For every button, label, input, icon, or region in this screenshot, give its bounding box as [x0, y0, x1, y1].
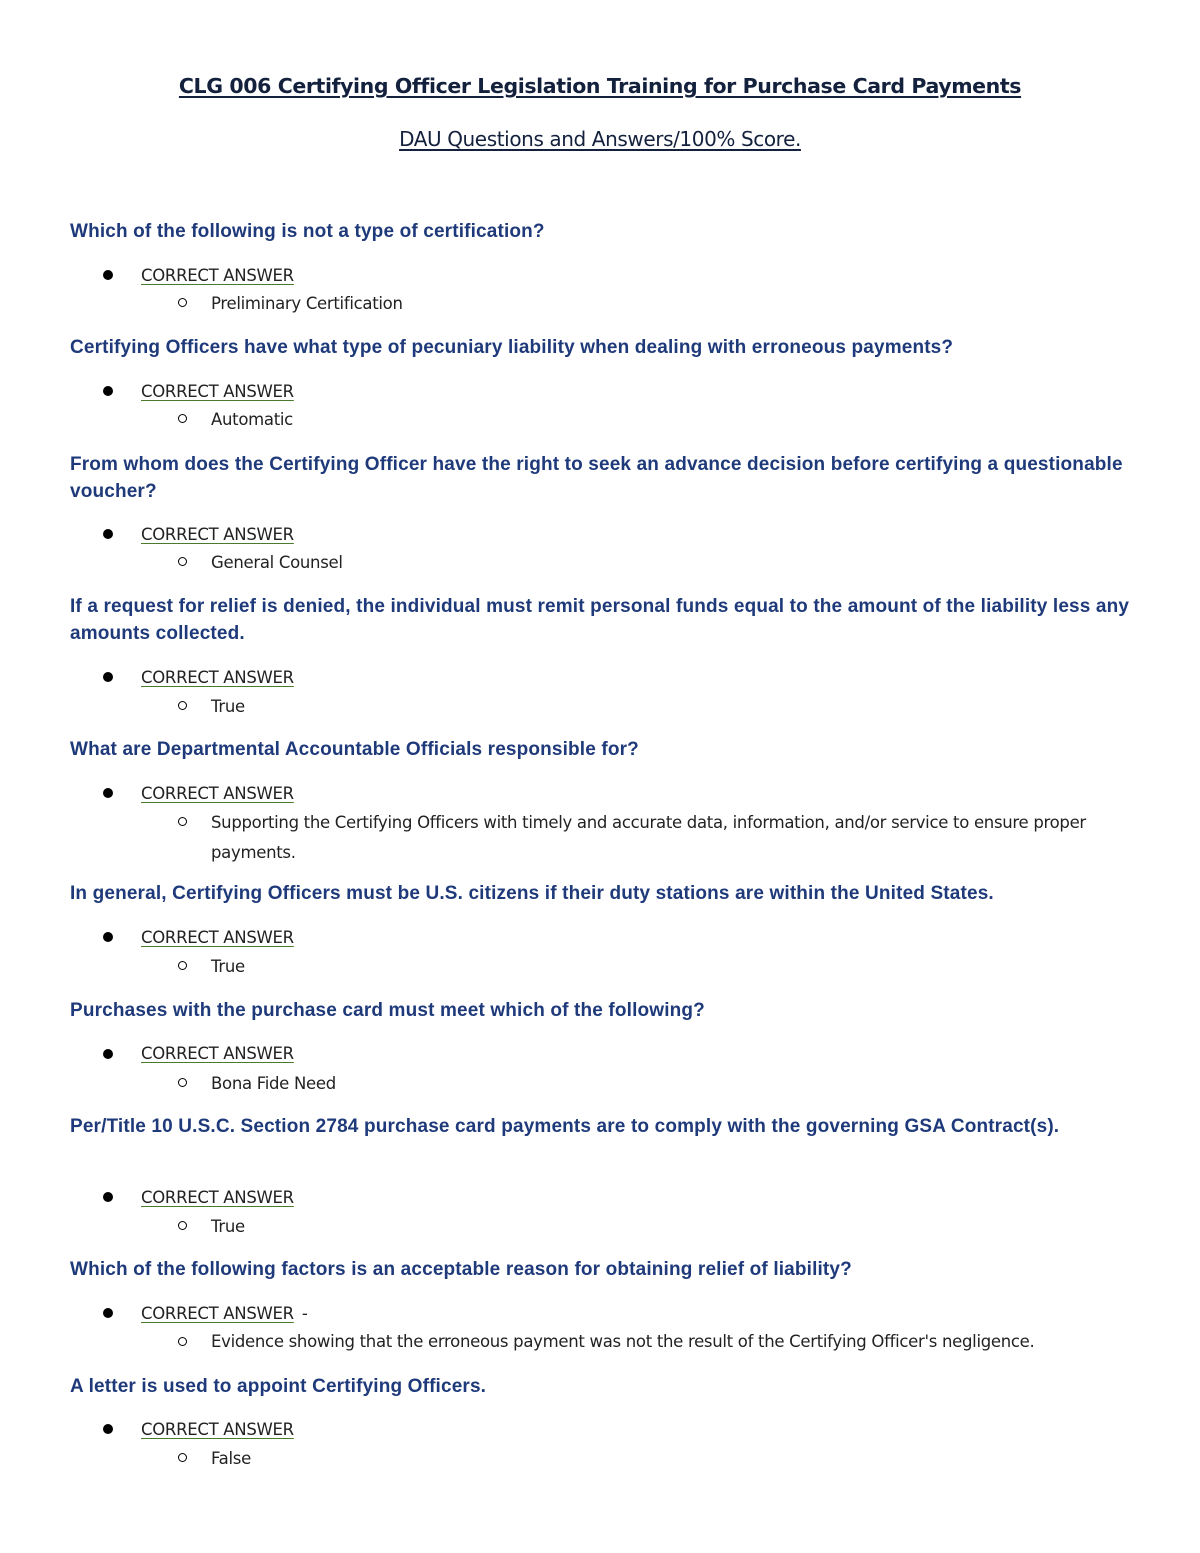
answer-text: Evidence showing that the erroneous payment was not the result of the Certifying Officer's negligence. [211, 1332, 1035, 1351]
bullet-icon [103, 672, 113, 682]
bullet-icon [103, 788, 113, 798]
sub-bullet-icon [178, 1078, 187, 1087]
bullet-icon [103, 529, 113, 539]
sub-bullet-icon [178, 1453, 187, 1462]
bullet-icon [103, 386, 113, 396]
question-text: Purchases with the purchase card must meet which of the following? [70, 1000, 705, 1021]
answer-text: Bona Fide Need [211, 1074, 336, 1093]
bullet-icon [103, 1308, 113, 1318]
answer-text: True [211, 697, 245, 716]
answer-label-text: CORRECT ANSWER [141, 525, 294, 544]
answer-text: Automatic [211, 410, 293, 429]
bullet-icon [103, 1049, 113, 1059]
answer-text: True [211, 1217, 245, 1236]
question-text: What are Departmental Accountable Officials responsible for? [70, 739, 639, 760]
question-text: Certifying Officers have what type of pecuniary liability when dealing with erroneous payments? [70, 337, 954, 358]
answer-label-text: CORRECT ANSWER [141, 1188, 294, 1207]
question-text: From whom does the Certifying Officer have the right to seek an advance decision before certifying a questionable voucher? [70, 454, 1123, 502]
sub-bullet-icon [178, 557, 187, 566]
document-title: CLG 006 Certifying Officer Legislation Training for Purchase Card Payments [178, 74, 1022, 98]
sub-bullet-icon [178, 961, 187, 970]
answer-label [141, 525, 302, 545]
sub-bullet-icon [178, 1221, 187, 1230]
answer-text: False [211, 1449, 251, 1468]
bullet-icon [103, 1192, 113, 1202]
answer-label-text: CORRECT ANSWER [141, 1420, 294, 1439]
question-text: A letter is used to appoint Certifying Officers. [70, 1376, 487, 1397]
answer-text: Preliminary Certification [211, 294, 403, 313]
answer-label-text: CORRECT ANSWER [141, 668, 294, 687]
bullet-icon [103, 270, 113, 280]
sub-bullet-icon [178, 298, 187, 307]
question-text: Which of the following is not a type of certification? [70, 221, 545, 242]
answer-label [141, 1188, 302, 1208]
answer-label-text: CORRECT ANSWER [141, 382, 294, 401]
answer-label [141, 928, 302, 948]
sub-bullet-icon [178, 1337, 187, 1346]
bullet-icon [103, 1424, 113, 1434]
answer-text: General Counsel [211, 553, 343, 572]
answer-label [141, 1420, 302, 1440]
bullet-icon [103, 932, 113, 942]
answer-label-text: CORRECT ANSWER [141, 928, 294, 947]
answer-text: Supporting the Certifying Officers with timely and accurate data, information, and/or service to ensure proper payments. [211, 813, 1086, 862]
question-text: Which of the following factors is an acceptable reason for obtaining relief of liability? [70, 1259, 852, 1280]
answer-label-text: CORRECT ANSWER [141, 266, 294, 285]
answer-label [141, 382, 302, 402]
question-text: In general, Certifying Officers must be U.S. citizens if their duty stations are within the United States. [70, 883, 994, 904]
answer-label [141, 668, 302, 688]
question-text: Per/Title 10 U.S.C. Section 2784 purchase card payments are to comply with the governing GSA Contract(s). [70, 1116, 1060, 1137]
sub-bullet-icon [178, 414, 187, 423]
answer-text: True [211, 957, 245, 976]
answer-label-text: CORRECT ANSWER [141, 1044, 294, 1063]
answer-label [141, 784, 302, 804]
sub-bullet-icon [178, 817, 187, 826]
answer-label [141, 266, 302, 286]
answer-label [141, 1044, 302, 1064]
answer-label [141, 1304, 307, 1324]
question-text: If a request for relief is denied, the individual must remit personal funds equal to the amount of the liability less any amounts collected. [70, 596, 1130, 644]
document-subtitle: DAU Questions and Answers/100% Score. [399, 127, 801, 151]
sub-bullet-icon [178, 701, 187, 710]
answer-label-text: CORRECT ANSWER [141, 784, 294, 803]
answer-label-text: CORRECT ANSWER [141, 1304, 294, 1323]
answer-label-suffix: - [301, 1304, 308, 1323]
